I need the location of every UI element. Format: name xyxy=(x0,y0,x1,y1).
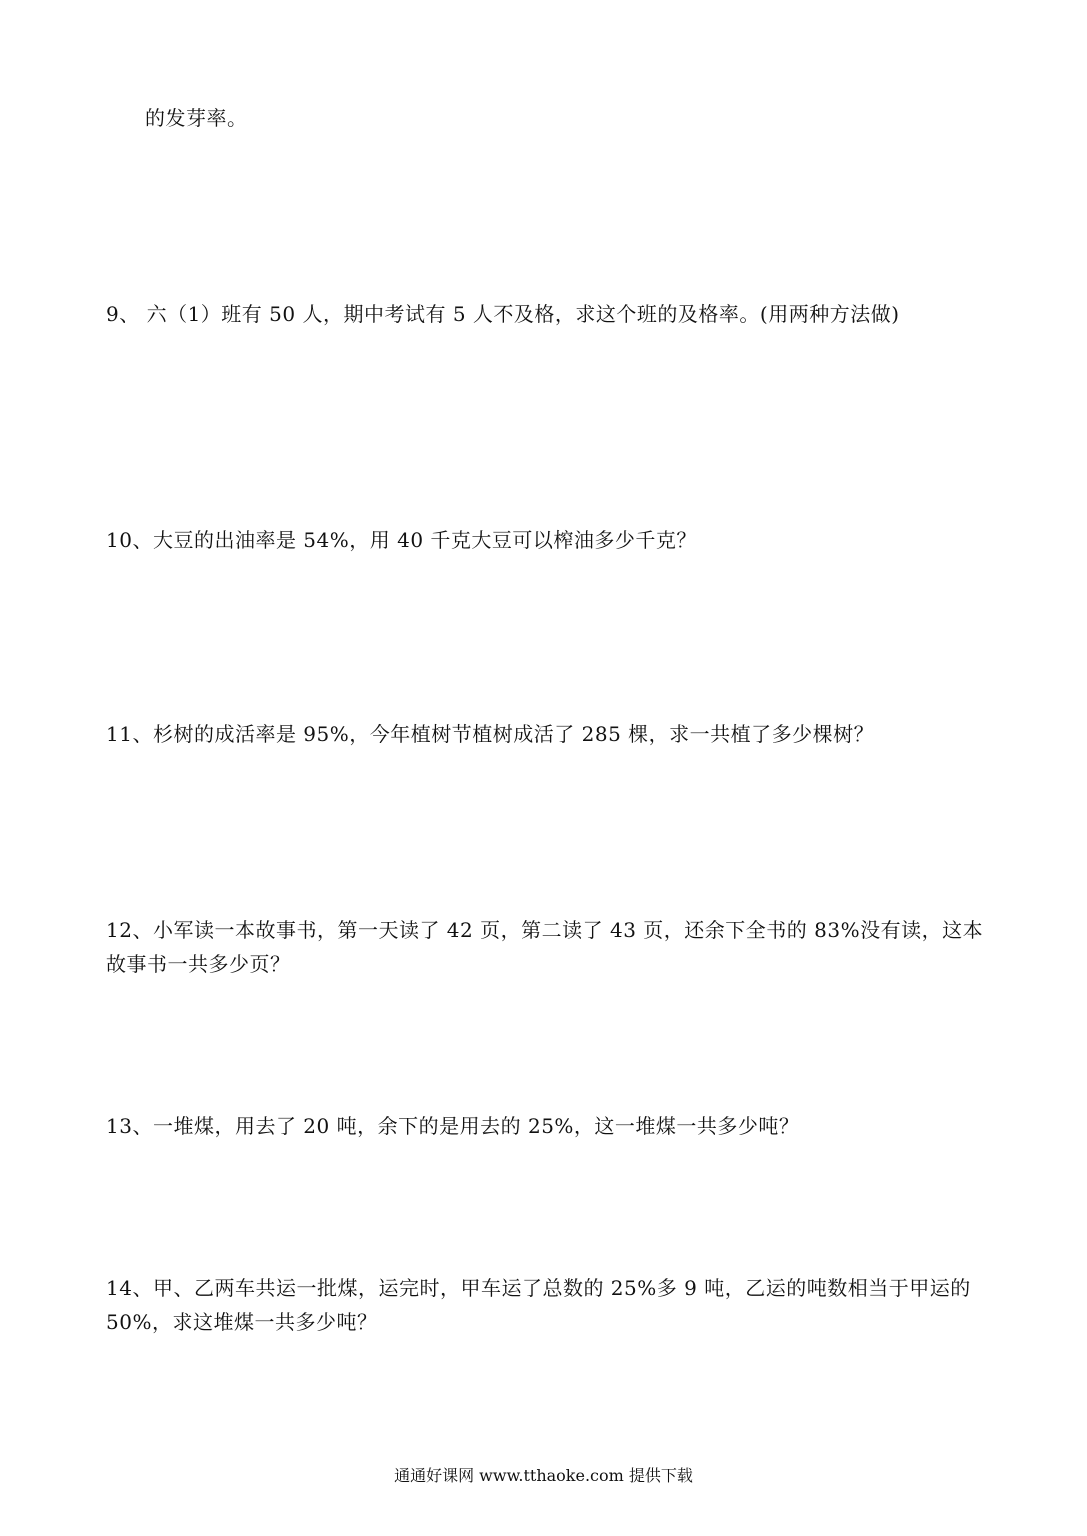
problem-13: 13、一堆煤，用去了 20 吨，余下的是用去的 25%，这一堆煤一共多少吨？ xyxy=(106,1114,800,1138)
problem-9: 9、 六（1）班有 50 人，期中考试有 5 人不及格，求这个班的及格率。(用两种方法做) xyxy=(106,302,900,326)
problem-12: 12、小军读一本故事书，第一天读了 42 页，第二读了 43 页，还余下全书的 83%没有读，这本故事书一共多少页？ xyxy=(106,918,984,976)
problem-8-continuation: 的发芽率。 xyxy=(145,106,248,130)
problem-10: 10、大豆的出油率是 54%，用 40 千克大豆可以榨油多少千克？ xyxy=(106,528,697,552)
problem-14: 14、甲、乙两车共运一批煤，运完时，甲车运了总数的 25%多 9 吨，乙运的吨数相当于甲运的 50%，求这堆煤一共多少吨？ xyxy=(106,1276,971,1334)
problem-11: 11、杉树的成活率是 95%，今年植树节植树成活了 285 棵，求一共植了多少棵树？ xyxy=(106,722,875,746)
page-footer: 通通好课网 www.tthaoke.com 提供下载 xyxy=(394,1466,693,1485)
